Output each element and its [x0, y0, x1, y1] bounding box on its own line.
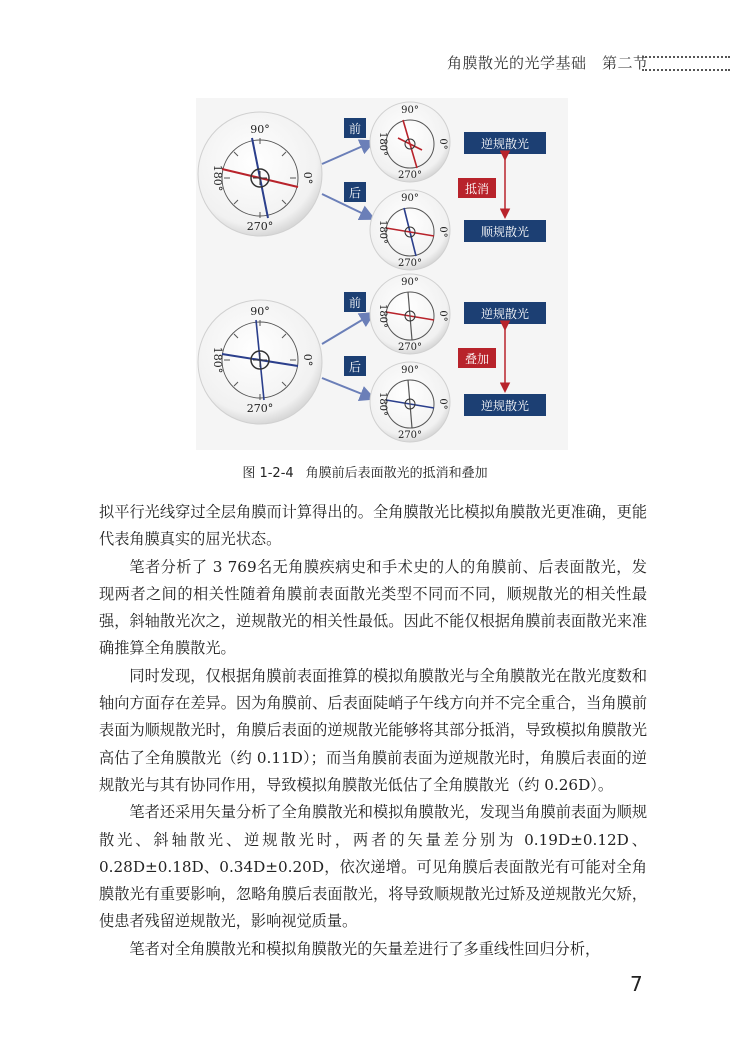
dial-label-180: 180° — [377, 219, 388, 245]
dial-label-0: 0° — [437, 310, 448, 322]
figure-1-2-4 — [196, 98, 568, 450]
small-dial-top-front — [370, 102, 450, 182]
dial-label-0: 0° — [437, 398, 448, 410]
dial-label-0: 0° — [301, 353, 314, 367]
figure-illustration — [196, 98, 568, 450]
top-relation-label: 抵消 — [464, 182, 490, 196]
caption-text: 角膜前后表面散光的抵消和叠加 — [305, 466, 488, 481]
dial-label-0: 0° — [437, 226, 448, 238]
dial-label-90: 90° — [401, 193, 419, 204]
dial-label-0: 0° — [437, 138, 448, 150]
paragraph: 笔者分析了 3 769名无角膜疾病史和手术史的人的角膜前、后表面散光，发现两者之间的相关性随着角膜前表面散光类型不同而不同，顺规散光的相关性最强，斜轴散光次之，逆规散光的相关性最低。因此不能仅根据角膜前表面散光来准确推算全角膜散光。 — [99, 557, 647, 658]
figure-caption — [0, 462, 730, 481]
top-back-label: 后 — [348, 186, 362, 200]
dial-label-270: 270° — [397, 430, 423, 441]
dial-label-180: 180° — [377, 131, 388, 157]
dial-label-90: 90° — [250, 123, 270, 136]
small-dial-bottom-front — [370, 274, 450, 354]
paragraph: 拟平行光线穿过全层角膜而计算得出的。全角膜散光比模拟角膜散光更准确，更能代表角膜真实的屈光状态。 — [99, 503, 647, 549]
top-front-label: 前 — [348, 122, 362, 136]
bottom-back-label: 后 — [348, 360, 362, 374]
big-dial-top — [198, 112, 322, 236]
dial-label-90: 90° — [250, 305, 270, 318]
dial-label-90: 90° — [401, 365, 419, 376]
dial-label-180: 180° — [377, 303, 388, 329]
top-back-result: 顺规散光 — [480, 225, 530, 239]
dial-label-270: 270° — [397, 258, 423, 269]
paragraph: 同时发现，仅根据角膜前表面推算的模拟角膜散光与全角膜散光在散光度数和轴向方面存在差异。因为角膜前、后表面陡峭子午线方向并不完全重合，当角膜前表面为顺规散光时，角膜后表面的逆规散光能够将其部分抵消，导致模拟角膜散光高估了全角膜散光（约 0.11D）；而当角膜前表面为逆规散光时，角膜后表面的逆规散光与其有协同作用，导致模拟角膜散光低估了全角膜散光（约 0.26D）。 — [99, 666, 647, 794]
dial-label-0: 0° — [301, 171, 314, 185]
paragraph: 笔者还采用矢量分析了全角膜散光和模拟角膜散光，发现当角膜前表面为顺规散光、斜轴散光、逆规散光时，两者的矢量差分别为 0.19D±0.12D、0.28D±0.18D、0.34D±0.20D，依次递增。可见角膜后表面散光有可能对全角膜散光有重要影响，忽略角膜后表面散光，将导致顺规散光过矫及逆规散光欠矫，使患者残留逆规散光，影响视觉质量。 — [99, 803, 647, 931]
dial-label-270: 270° — [397, 170, 423, 181]
dial-label-270: 270° — [246, 220, 274, 233]
header-title: 角膜散光的光学基础 第二节 — [447, 54, 649, 72]
small-dial-top-back — [370, 190, 450, 270]
bottom-relation-label: 叠加 — [464, 352, 490, 366]
bottom-front-result: 逆规散光 — [480, 307, 530, 321]
header-decoration — [642, 56, 730, 71]
dial-label-270: 270° — [246, 402, 274, 415]
running-header — [0, 52, 730, 82]
bottom-back-result: 逆规散光 — [480, 399, 530, 413]
small-dial-bottom-back — [370, 362, 450, 442]
dial-label-270: 270° — [397, 342, 423, 353]
top-front-result: 逆规散光 — [480, 137, 530, 151]
caption-number: 图 1-2-4 — [242, 466, 294, 481]
dial-label-90: 90° — [401, 277, 419, 288]
paragraph: 笔者对全角膜散光和模拟角膜散光的矢量差进行了多重线性回归分析， — [129, 939, 601, 958]
body-text — [99, 499, 647, 963]
dial-label-90: 90° — [401, 105, 419, 116]
big-dial-bottom — [198, 300, 322, 424]
dial-label-180: 180° — [377, 391, 388, 417]
bottom-front-label: 前 — [348, 296, 362, 310]
dial-label-180: 180° — [211, 164, 224, 192]
page-number: 7 — [630, 972, 643, 996]
dial-label-180: 180° — [211, 346, 224, 374]
